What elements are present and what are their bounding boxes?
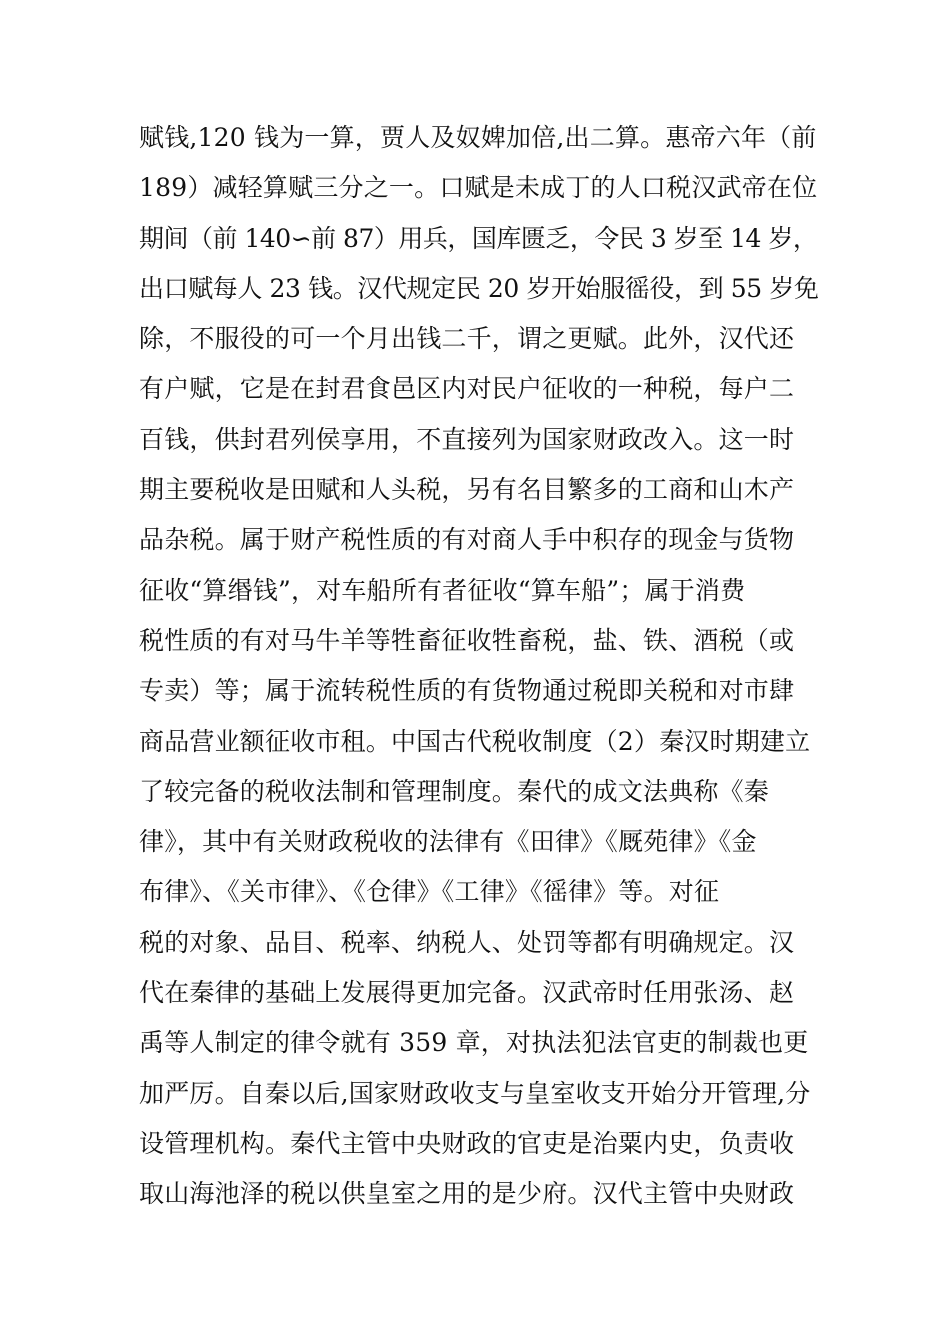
text-line-7: 百钱，供封君列侯享用，不直接列为国家财政改入。这一时 xyxy=(139,424,795,454)
text-line-15: 律》，其中有关财政税收的法律有《田律》《厩苑律》《金 xyxy=(139,827,757,857)
text-line-21: 设管理机构。秦代主管中央财政的官吏是治粟内史，负责收 xyxy=(139,1128,795,1158)
text-line-14: 了较完备的税收法制和管理制度。秦代的成文法典称《秦 xyxy=(139,776,770,806)
text-line-8: 期主要税收是田赋和人头税，另有名目繁多的工商和山木产 xyxy=(139,475,795,505)
text-line-16: 布律》、《关市律》、《仓律》《工律》《徭律》等。对征 xyxy=(139,877,720,907)
text-line-2: 189）减轻算赋三分之一。口赋是未成丁的人口税汉武帝在位 xyxy=(139,173,818,203)
text-line-6: 有户赋，它是在封君食邑区内对民户征收的一种税，每户二 xyxy=(139,374,795,404)
text-line-11: 税性质的有对马牛羊等牲畜征收牲畜税，盐、铁、酒税（或 xyxy=(139,625,795,655)
text-line-12: 专卖）等；属于流转税性质的有货物通过税即关税和对市肆 xyxy=(139,676,795,706)
text-line-13: 商品营业额征收市租。中国古代税收制度（2）秦汉时期建立 xyxy=(139,726,811,756)
body-text xyxy=(139,113,819,1220)
text-line-5: 除，不服役的可一个月出钱二千，谓之更赋。此外，汉代还 xyxy=(139,324,795,354)
text-line-3: 期间（前 140∽前 87）用兵，国库匮乏，令民 3 岁至 14 岁， xyxy=(139,223,818,253)
text-line-10: 征收“算缗钱”，对车船所有者征收“算车船”；属于消费 xyxy=(139,575,746,605)
text-line-20: 加严厉。自秦以后,国家财政收支与皇室收支开始分开管理,分 xyxy=(139,1078,811,1108)
text-line-19: 禹等人制定的律令就有 359 章，对执法犯法官吏的制裁也更 xyxy=(139,1028,809,1058)
text-line-17: 税的对象、品目、税率、纳税人、处罚等都有明确规定。汉 xyxy=(139,927,795,957)
text-line-9: 品杂税。属于财产税性质的有对商人手中积存的现金与货物 xyxy=(139,525,795,555)
text-line-1: 赋钱,120 钱为一算，贾人及奴婢加倍,出二算。惠帝六年（前 xyxy=(139,123,817,152)
text-line-22: 取山海池泽的税以供皇室之用的是少府。汉代主管中央财政 xyxy=(139,1179,795,1209)
text-line-18: 代在秦律的基础上发展得更加完备。汉武帝时任用张汤、赵 xyxy=(139,978,795,1008)
text-line-4: 出口赋每人 23 钱。汉代规定民 20 岁开始服徭役，到 55 岁免 xyxy=(139,273,819,303)
